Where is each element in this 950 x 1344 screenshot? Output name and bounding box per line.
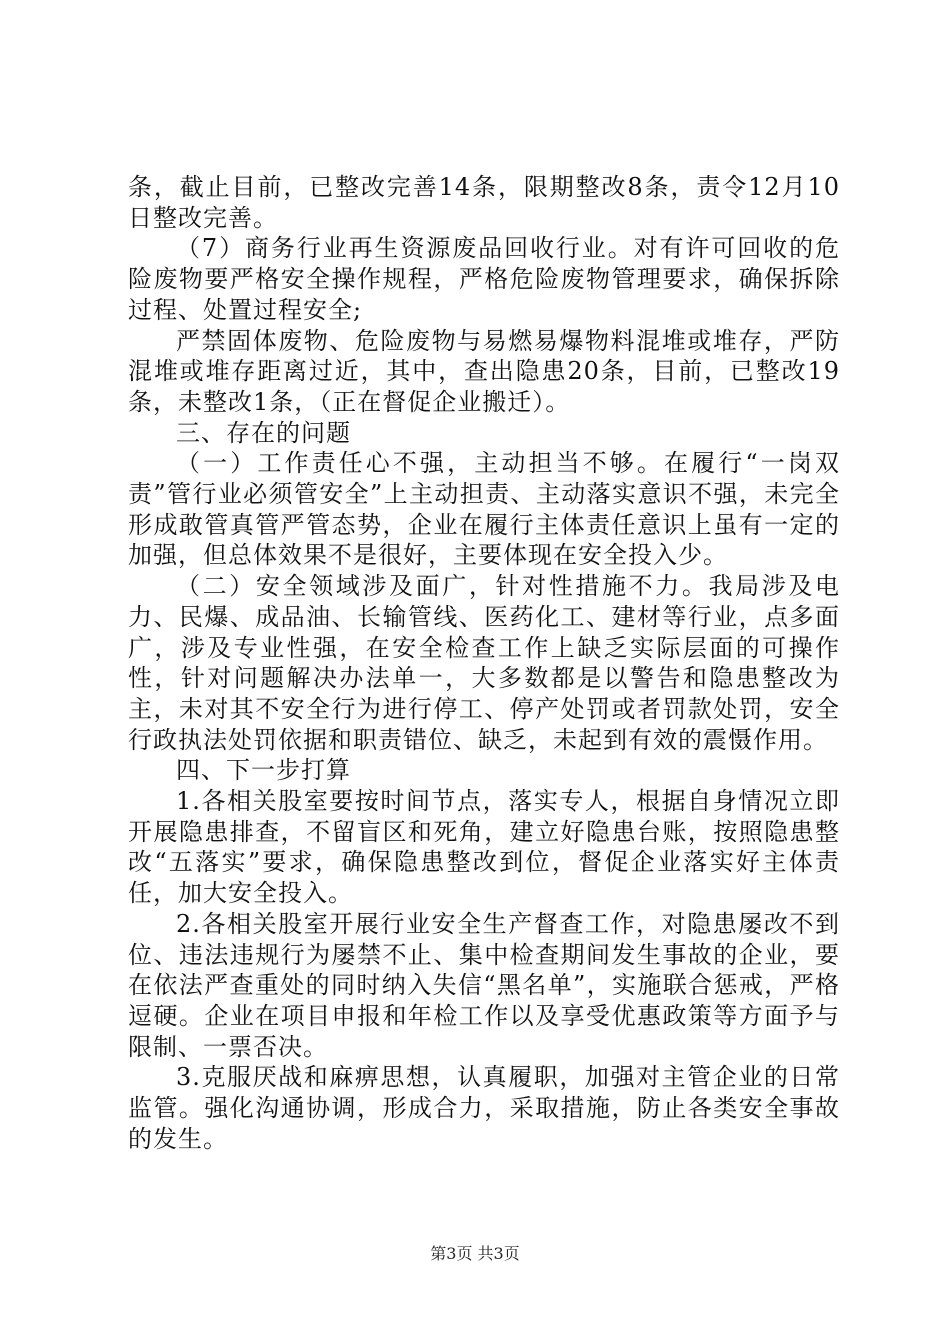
- page-footer: 第3页 共3页: [430, 1244, 520, 1263]
- paragraph: （二）安全领域涉及面广，针对性措施不力。我局涉及电力、民爆、成品油、长输管线、医药化工、建材等行业，点多面广，涉及专业性强，在安全检查工作上缺乏实际层面的可操作性，针对问题解决办法单一，大多数都是以警告和隐患整改为主，未对其不安全行为进行停工、停产处罚或者罚款处罚，安全行政执法处罚依据和职责错位、缺乏，未起到有效的震慑作用。: [128, 572, 840, 754]
- paragraph: 严禁固体废物、危险废物与易燃易爆物料混堆或堆存，严防混堆或堆存距离过近，其中，查出隐患20条，目前，已整改19条，未整改1条，（正在督促企业搬迁）。: [128, 326, 840, 416]
- section-heading: 三、存在的问题: [176, 418, 351, 447]
- paragraph: 3.克服厌战和麻痹思想，认真履职，加强对主管企业的日常监管。强化沟通协调，形成合力，采取措施，防止各类安全事故的发生。: [128, 1063, 840, 1153]
- paragraph: （一）工作责任心不强，主动担当不够。在履行“一岗双责”管行业必须管安全”上主动担责、主动落实意识不强，未完全形成敢管真管严管态势，企业在履行主体责任意识上虽有一定的加强，但总体效果不是很好，主要体现在安全投入少。: [128, 449, 840, 570]
- paragraph: 2.各相关股室开展行业安全生产督查工作，对隐患屡改不到位、违法违规行为屡禁不止、集中检查期间发生事故的企业，要在依法严查重处的同时纳入失信“黑名单”，实施联合惩戒，严格逗硬。企业在项目申报和年检工作以及享受优惠政策等方面予与限制、一票否决。: [128, 909, 840, 1061]
- paragraph: 条，截止目前，已整改完善14条，限期整改8条，责令12月10日整改完善。: [128, 173, 840, 232]
- paragraph: （7）商务行业再生资源废品回收行业。对有许可回收的危险废物要严格安全操作规程，严格危险废物管理要求，确保拆除过程、处置过程安全;: [128, 234, 840, 324]
- section-heading: 四、下一步打算: [176, 756, 351, 785]
- paragraph: 1.各相关股室要按时间节点，落实专人，根据自身情况立即开展隐患排查，不留盲区和死角，建立好隐患台账，按照隐患整改“五落实”要求，确保隐患整改到位，督促企业落实好主体责任，加大安全投入。: [128, 787, 840, 908]
- document-body: [128, 172, 840, 1155]
